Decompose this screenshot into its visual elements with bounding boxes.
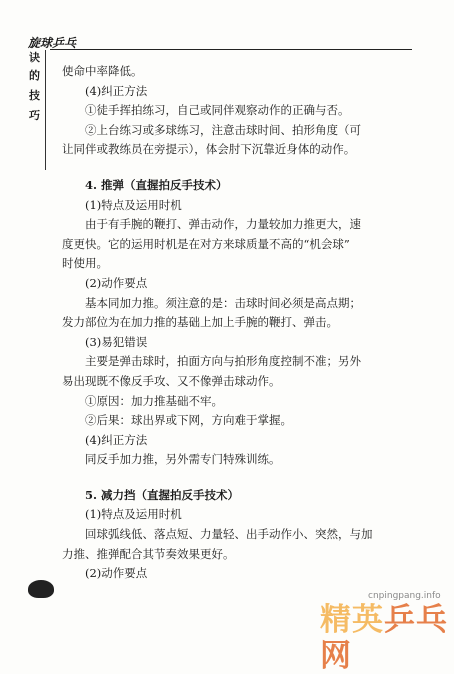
text-line: (1)特点及运用时机	[85, 507, 182, 522]
text-line: (2)动作要点	[85, 566, 148, 581]
text-line: ①原因：加力推基础不牢。	[85, 393, 223, 408]
side-tab-char: 的	[29, 69, 40, 82]
text-line: 回球弧线低、落点短、力量轻、出手动作小、突然，与加	[85, 527, 373, 542]
page-number-dot	[28, 580, 54, 598]
text-line: (3)易犯错误	[85, 334, 148, 349]
side-tab-char: 技	[29, 89, 40, 102]
text-line: ②后果：球出界或下网，方向难于掌握。	[85, 413, 292, 428]
text-line: ①徒手挥拍练习，自己或同伴观察动作的正确与否。	[85, 103, 350, 118]
side-tab	[24, 50, 46, 170]
text-line: (4)纠正方法	[85, 432, 148, 447]
paragraph-gap	[62, 160, 422, 176]
text-line: (1)特点及运用时机	[85, 197, 182, 212]
text-line: 基本同加力推。须注意的是：击球时间必须是高点期；	[85, 295, 361, 310]
text-line: 发力部位为在加力推的基础上加上手腕的鞭打、弹击。	[62, 315, 338, 330]
watermark-logo	[320, 602, 454, 674]
text-line: ②上台练习或多球练习，注意击球时间、拍形角度（可	[85, 122, 361, 137]
side-tab-char: 巧	[29, 109, 40, 122]
header-rule	[50, 49, 412, 50]
section-heading: 5. 减力挡（直握拍反手技术）	[85, 487, 240, 502]
text-line: (4)纠正方法	[85, 83, 148, 98]
watermark-logo-part: 精英	[320, 602, 384, 638]
text-line: 度更快。它的运用时机是在对方来球质量不高的“机会球”	[62, 236, 350, 251]
text-line: 让同伴或教练员在旁提示），体会肘下沉靠近身体的动作。	[62, 142, 356, 157]
running-header-title: 旋球乒乓	[28, 36, 77, 50]
paragraph-gap	[62, 470, 422, 486]
text-line: (2)动作要点	[85, 275, 148, 290]
watermark-logo-part: 乒乓网	[320, 602, 448, 674]
text-line: 易出现既不像反手攻、又不像弹击球动作。	[62, 373, 281, 388]
text-line: 力推、推弹配合其节奏效果更好。	[62, 546, 235, 561]
text-line: 主要是弹击球时，拍面方向与拍形角度控制不准；另外	[85, 354, 361, 369]
text-line: 由于有手腕的鞭打、弹击动作，力量较加力推更大，速	[85, 217, 361, 232]
section-heading: 4. 推弹（直握拍反手技术）	[85, 177, 228, 192]
text-line: 使命中率降低。	[62, 64, 143, 78]
side-tab-char: 诀	[29, 51, 40, 64]
text-line: 同反手加力推，另外需专门特殊训练。	[85, 452, 281, 467]
body-text	[62, 62, 422, 584]
watermark-url: cnpingpang.info	[368, 591, 441, 601]
text-line: 时使用。	[62, 256, 108, 271]
